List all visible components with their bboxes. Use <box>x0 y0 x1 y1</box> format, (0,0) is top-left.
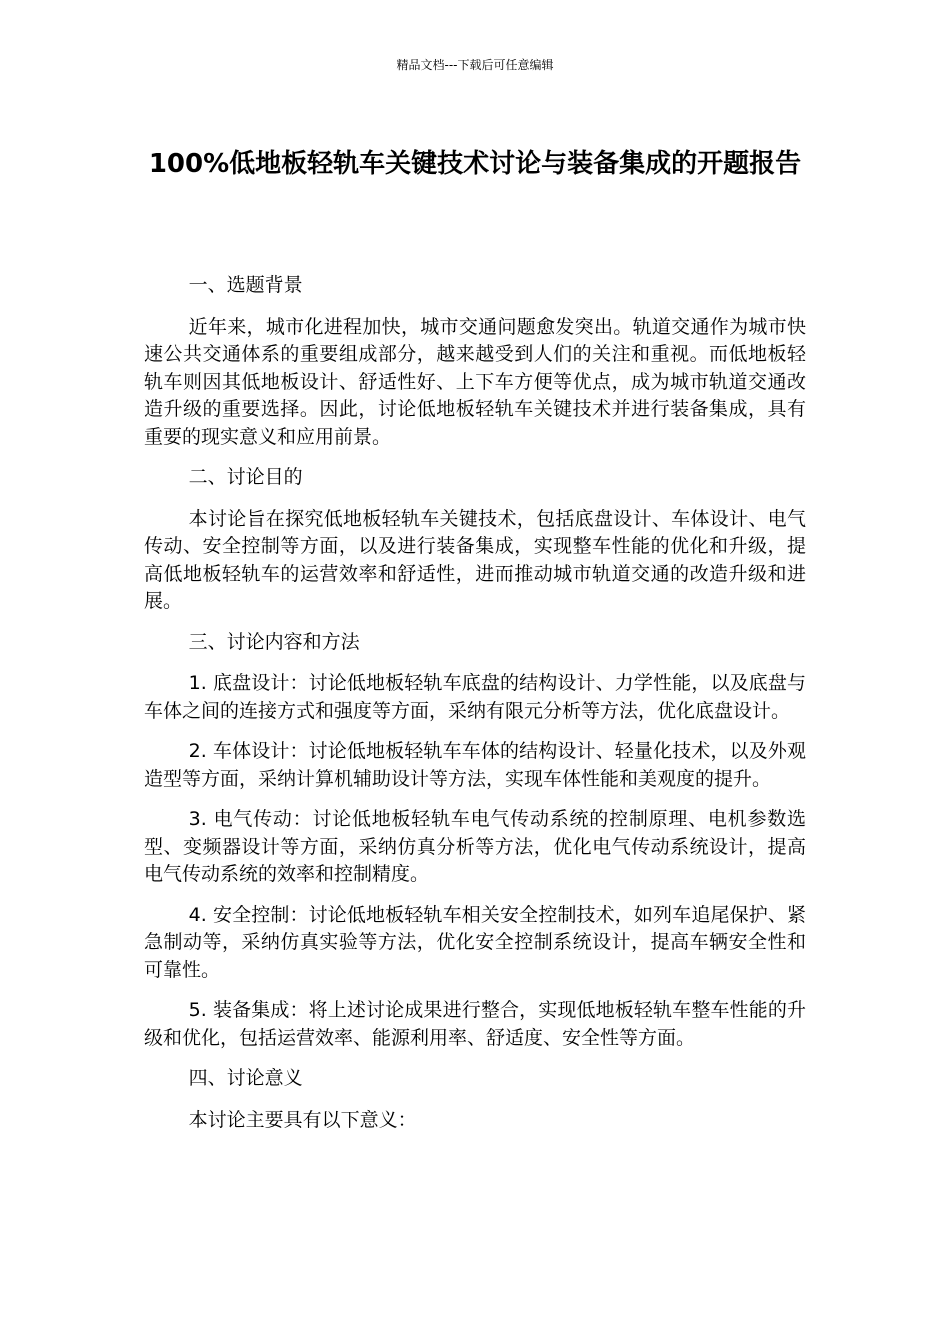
list-item: 1. 底盘设计：讨论低地板轻轨车底盘的结构设计、力学性能，以及底盘与车体之间的连接方式和强度等方面，采纳有限元分析等方法，优化底盘设计。 <box>144 672 806 722</box>
list-item: 5. 装备集成：将上述讨论成果进行整合，实现低地板轻轨车整车性能的升级和优化，包括运营效率、能源利用率、舒适度、安全性等方面。 <box>144 999 806 1049</box>
paragraph: 近年来，城市化进程加快，城市交通问题愈发突出。轨道交通作为城市快速公共交通体系的重要组成部分，越来越受到人们的关注和重视。而低地板轻轨车则因其低地板设计、舒适性好、上下车方便等优点，成为城市轨道交通改造升级的重要选择。因此，讨论低地板轻轨车关键技术并进行装备集成，具有重要的现实意义和应用前景。 <box>144 315 806 448</box>
document-title: 100%低地板轻轨车关键技术讨论与装备集成的开题报告 <box>148 149 802 179</box>
section-heading: 三、讨论内容和方法 <box>188 630 360 653</box>
paragraph: 本讨论主要具有以下意义： <box>188 1108 417 1131</box>
list-item: 4. 安全控制：讨论低地板轻轨车相关安全控制技术，如列车追尾保护、紧急制动等，采纳仿真实验等方法，优化安全控制系统设计，提高车辆安全性和可靠性。 <box>144 903 806 981</box>
document-body <box>144 272 806 1147</box>
header-note: 精品文档---下载后可任意编辑 <box>396 58 554 72</box>
list-item: 2. 车体设计：讨论低地板轻轨车车体的结构设计、轻量化技术，以及外观造型等方面，采纳计算机辅助设计等方法，实现车体性能和美观度的提升。 <box>144 740 806 790</box>
section-heading: 一、选题背景 <box>188 274 303 296</box>
section-heading: 二、讨论目的 <box>188 466 303 488</box>
paragraph: 本讨论旨在探究低地板轻轨车关键技术，包括底盘设计、车体设计、电气传动、安全控制等方面，以及进行装备集成，实现整车性能的优化和升级，提高低地板轻轨车的运营效率和舒适性，进而推动城市轨道交通的改造升级和进展。 <box>144 507 806 612</box>
section-heading: 四、讨论意义 <box>188 1067 303 1089</box>
list-item: 3. 电气传动：讨论低地板轻轨车电气传动系统的控制原理、电机参数选型、变频器设计等方面，采纳仿真分析等方法，优化电气传动系统设计，提高电气传动系统的效率和控制精度。 <box>144 808 806 885</box>
